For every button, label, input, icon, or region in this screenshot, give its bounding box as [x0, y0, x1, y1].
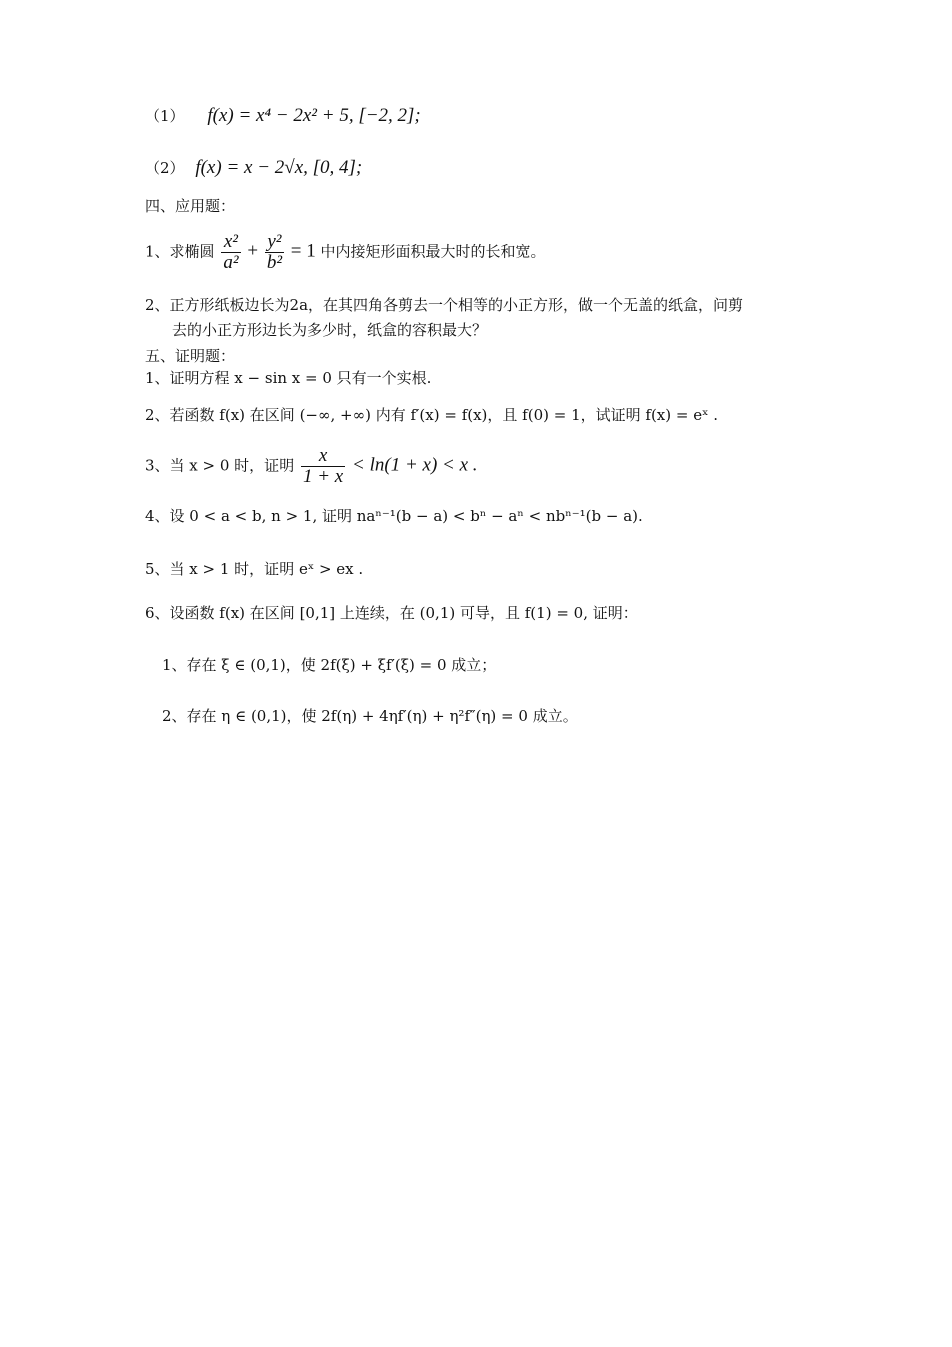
- ellipse-term-x: $\frac{\text{x²}}{\text{a²}}$: [223, 231, 239, 273]
- proof-5-line: 5、当 x > 1 时，证明 eˣ > ex .: [145, 560, 364, 578]
- proof-6-line: 6、设函数 f(x) 在区间 [0,1] 上连续，在 (0,1) 可导，且 f(1) = 0, 证明：: [145, 604, 638, 622]
- proof-1-line: 1、证明方程 x − sin x = 0 只有一个实根.: [145, 369, 432, 387]
- application-1-pre: 1、求椭圆: [145, 242, 215, 261]
- exercise-1-label: （1）: [145, 107, 185, 125]
- proof-4-line: 4、设 0 < a < b, n > 1, 证明 naⁿ⁻¹(b − a) < bⁿ − aⁿ < nbⁿ⁻¹(b − a).: [145, 507, 643, 525]
- proof-3-line: [145, 446, 478, 487]
- proof-6-part-1: 1、存在 ξ ∈ (0,1)，使 2f(ξ) + ξf′(ξ) = 0 成立；: [162, 656, 497, 674]
- ellipse-term-y: $\frac{\text{y²}}{\text{b²}}$: [266, 231, 283, 273]
- proof-3-post: < ln(1 + x) < x .: [352, 454, 478, 476]
- exercise-1-formula: f(x) = x⁴ − 2x² + 5, [−2, 2];: [207, 105, 421, 126]
- proof-3-fraction: $\frac{x}{1 + x}$: [302, 445, 344, 487]
- application-1-post: 中内接矩形面积最大时的长和宽。: [320, 242, 546, 261]
- section-4-heading: 四、应用题：: [145, 197, 236, 215]
- proof-3-pre: 3、当 x > 0 时，证明: [145, 456, 295, 475]
- proof-6-part-2: 2、存在 η ∈ (0,1)，使 2f(η) + 4ηf′(η) + η²f″(η) = 0 成立。: [162, 707, 578, 725]
- exercise-1-line: [145, 106, 421, 126]
- exercise-2-line: [145, 158, 362, 178]
- application-1-line: 1、求椭圆 $\frac{\text{x²}}{\text{a²}}$ + $\frac{\text{y²}}{\text{b²}}$ = 1 中内接矩形面积最大时的长和宽。: [145, 231, 546, 273]
- proof-2-line: 2、若函数 f(x) 在区间 (−∞, +∞) 内有 f′(x) = f(x)，且 f(0) = 1，试证明 f(x) = eˣ .: [145, 406, 718, 424]
- application-2-line2: 去的小正方形边长为多少时，纸盒的容积最大？: [172, 321, 488, 339]
- section-5-heading: 五、证明题：: [145, 347, 236, 365]
- application-2-line1: 2、正方形纸板边长为2a，在其四角各剪去一个相等的小正方形，做一个无盖的纸盒，问剪: [145, 296, 744, 314]
- exercise-2-label: （2）: [145, 159, 185, 177]
- exercise-2-formula: f(x) = x − 2√x, [0, 4];: [195, 157, 363, 178]
